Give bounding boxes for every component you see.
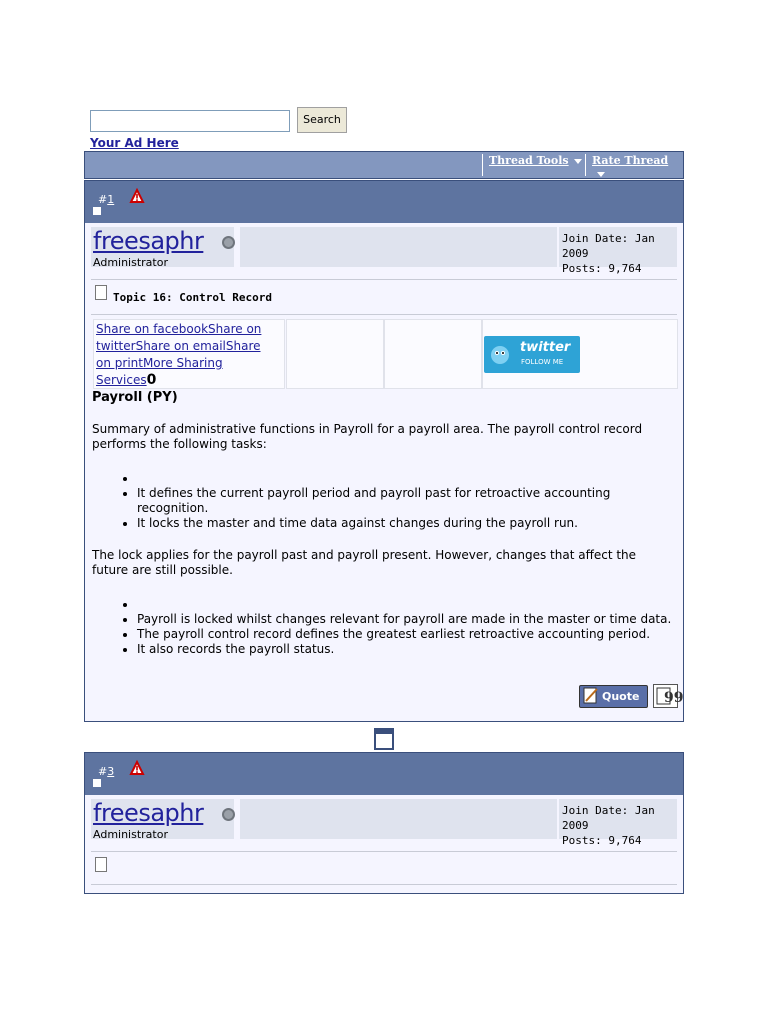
quote-button[interactable] <box>579 685 648 708</box>
user-extra-cell <box>240 799 557 839</box>
post-heading: Payroll (PY) <box>92 390 178 405</box>
post-1 <box>84 180 684 722</box>
post-paragraph-1: Summary of administrative functions in Payroll for a payroll area. The payroll control record performs the following tasks: <box>92 422 643 451</box>
share-links[interactable] <box>96 321 276 389</box>
post-icon <box>93 207 101 215</box>
post-icon <box>93 779 101 787</box>
twitter-follow-badge[interactable] <box>484 336 580 373</box>
divider <box>91 851 677 852</box>
join-date: Join Date: Jan 2009 <box>562 804 655 832</box>
warning-icon[interactable] <box>130 189 144 203</box>
user-stats-cell <box>559 799 677 847</box>
thread-tools-menu[interactable] <box>482 154 588 176</box>
divider <box>91 884 677 885</box>
share-links-cell <box>93 319 285 389</box>
online-status-icon <box>222 808 235 821</box>
post-count: Posts: 9,764 <box>562 262 642 275</box>
multi-quote-icon <box>654 685 684 707</box>
user-info-row <box>85 795 683 847</box>
online-status-icon <box>222 236 235 249</box>
post-paragraph-2: The lock applies for the payroll past and payroll present. However, changes that affect the future are still possible. <box>92 548 637 577</box>
join-date: Join Date: Jan 2009 <box>562 232 655 260</box>
share-empty-cell <box>384 319 482 389</box>
svg-text:99: 99 <box>664 690 684 706</box>
list-item: • The payroll control record defines the greatest earliest retroactive accounting period. <box>137 627 677 642</box>
document-icon <box>95 285 107 300</box>
warning-icon[interactable] <box>130 761 144 775</box>
username-link[interactable]: freesaphr <box>93 227 204 255</box>
divider <box>91 279 677 280</box>
bullet-list-1 <box>92 471 677 531</box>
your-ad-here-link[interactable]: Your Ad Here <box>90 136 179 150</box>
post-title: Topic 16: Control Record <box>113 291 272 304</box>
post-number: #3 <box>98 765 115 778</box>
user-cell <box>91 227 234 267</box>
share-count: 0 <box>146 372 157 388</box>
list-item <box>137 597 677 612</box>
user-title: Administrator <box>93 256 168 269</box>
divider <box>91 314 677 315</box>
user-stats <box>562 231 677 276</box>
separator-icon <box>374 728 394 750</box>
user-extra-cell <box>240 227 557 267</box>
bullet-list-2 <box>92 597 677 657</box>
list-item <box>137 471 677 486</box>
share-links-text[interactable]: Share on facebookShare on twitterShare on emailShare on printMore Sharing Services <box>96 322 262 387</box>
user-title: Administrator <box>93 828 168 841</box>
quote-label: Quote <box>602 690 640 703</box>
thread-toolbar <box>84 151 684 179</box>
post-number-link[interactable]: 3 <box>107 765 115 778</box>
search-button[interactable] <box>297 107 347 133</box>
user-stats-cell <box>559 227 677 275</box>
post-number-link[interactable]: 1 <box>107 193 115 206</box>
twitter-follow-label: FOLLOW ME <box>521 358 564 366</box>
quote-icon <box>582 686 600 705</box>
thread-tools-label: Thread Tools <box>489 154 569 167</box>
search-button-label: Search <box>303 113 341 126</box>
list-item: • It also records the payroll status. <box>137 642 677 657</box>
list-item: • It defines the current payroll period and payroll past for retroactive accounting recognition. <box>137 486 677 516</box>
twitter-label: twitter <box>520 340 571 355</box>
document-icon <box>95 857 107 872</box>
list-item: • It locks the master and time data against changes during the payroll run. <box>137 516 677 531</box>
post-header <box>85 181 683 223</box>
user-info-row <box>85 223 683 275</box>
list-item: • Payroll is locked whilst changes relevant for payroll are made in the master or time data. <box>137 612 677 627</box>
rate-thread-menu[interactable] <box>585 154 683 176</box>
reply-icon[interactable] <box>653 684 684 708</box>
user-cell <box>91 799 234 839</box>
post-3 <box>84 752 684 894</box>
post-count: Posts: 9,764 <box>562 834 642 847</box>
user-stats <box>562 803 677 848</box>
search-input[interactable] <box>90 110 290 132</box>
username-link[interactable]: freesaphr <box>93 799 204 827</box>
post-number: #1 <box>98 193 115 206</box>
rate-thread-label: Rate Thread <box>592 154 669 167</box>
share-empty-cell <box>286 319 384 389</box>
share-table <box>93 319 677 389</box>
chevron-down-icon <box>597 172 605 177</box>
chevron-down-icon <box>574 159 582 164</box>
post-header <box>85 753 683 795</box>
